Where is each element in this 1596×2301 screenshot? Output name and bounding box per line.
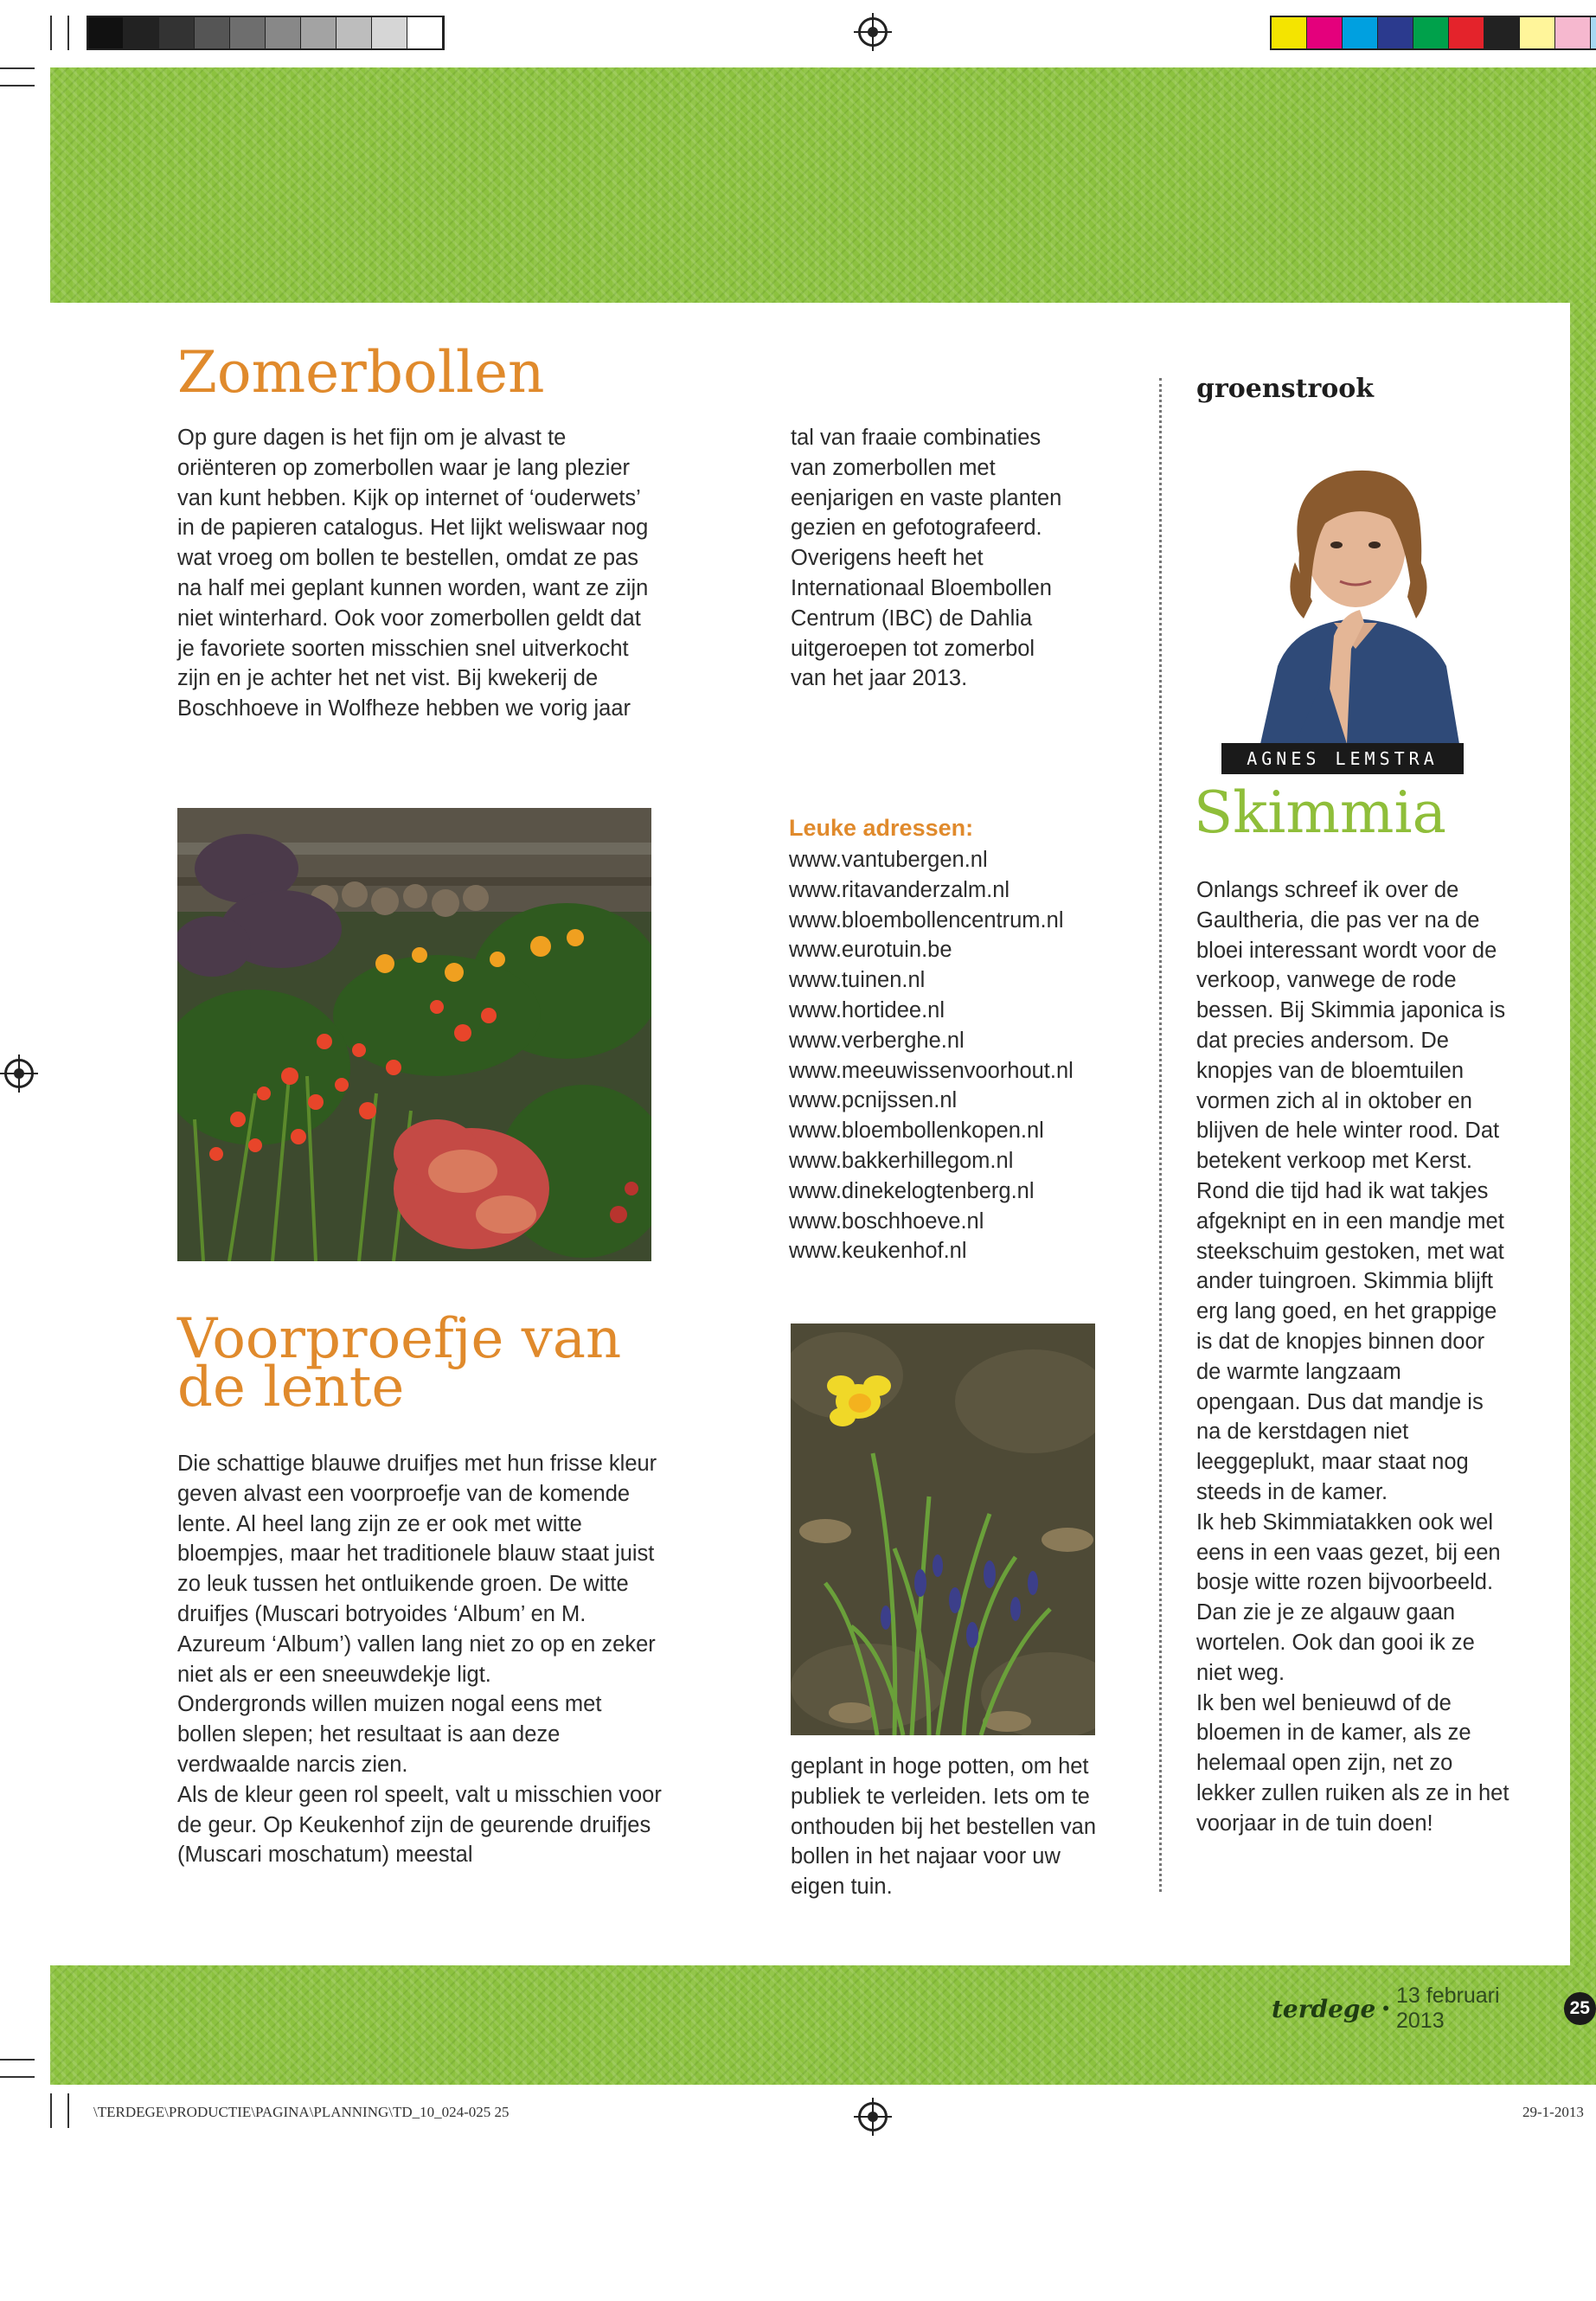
color-swatch bbox=[301, 17, 337, 48]
slug-path: \TERDEGE\PRODUCTIE\PAGINA\PLANNING\TD_10_024-025 25 bbox=[93, 2104, 510, 2120]
crop-mark bbox=[0, 2059, 35, 2061]
address-link[interactable]: www.bloembollenkopen.nl bbox=[789, 1118, 1044, 1144]
address-link[interactable]: www.dinekelogtenberg.nl bbox=[789, 1178, 1035, 1203]
address-link[interactable]: www.meeuwissenvoorhout.nl bbox=[789, 1058, 1074, 1083]
crop-mark bbox=[0, 67, 35, 69]
crop-mark bbox=[0, 85, 35, 87]
address-link[interactable]: www.pcnijssen.nl bbox=[789, 1088, 958, 1113]
slug-date: 29-1-2013 bbox=[1522, 2104, 1584, 2120]
article-title-voorproefje bbox=[177, 1307, 662, 1420]
color-swatch bbox=[266, 17, 301, 48]
crop-mark bbox=[67, 2093, 69, 2128]
address-link[interactable]: www.vantubergen.nl bbox=[789, 848, 988, 872]
author-portrait-image bbox=[1243, 450, 1475, 744]
footer-separator: • bbox=[1382, 1997, 1389, 2019]
photo-narcissus-muscari bbox=[791, 1324, 1095, 1735]
issue-date: 13 februari 2013 bbox=[1396, 1984, 1500, 2033]
color-swatch bbox=[1449, 17, 1484, 48]
article-body-voorproefje-col1: Die schattige blauwe druifjes met hun frisse kleur geven alvast een voorproefje van de komende lente. Al heel lang zijn ze er ook met witte bloempjes, maar het traditionele blauw staat juist zo leuk tussen het ontluikende groen. De witte druifjes (Muscari botryoides ‘Album’ en M. Azureum ‘Album’) vallen lang niet zo op en zeker niet als er een sneeuwdekje ligt. Ondergronds willen muizen nogal eens met bollen slepen; het resultaat is aan deze verdwaalde narcis zien. Als de kleur geen rol speelt, valt u misschien voor de geur. Op Keukenhof zijn de geurende druifjes (Muscari moschatum) meestal bbox=[177, 1452, 662, 1868]
address-link[interactable]: www.bloembollencentrum.nl bbox=[789, 907, 1064, 933]
crop-mark bbox=[50, 16, 52, 50]
address-link[interactable]: www.verberghe.nl bbox=[789, 1028, 965, 1053]
registration-mark-icon bbox=[858, 17, 888, 47]
magazine-logo: terdege bbox=[1272, 1994, 1376, 2023]
gray-color-bar bbox=[87, 16, 445, 50]
address-link[interactable]: www.bakkerhillegom.nl bbox=[789, 1148, 1014, 1173]
color-swatch bbox=[88, 17, 124, 48]
author-name-tag: AGNES LEMSTRA bbox=[1221, 743, 1464, 774]
column-body: Onlangs schreef ik over de Gaultheria, die pas ver na de bloei interessant wordt voor de verkoop, vanwege de rode bessen. Bij Skimmia japonica is dat precies andersom. De knopjes van de bloemtuilen vormen zich al in oktober en blijven de hele winter rood. Dat betekent verkoop met Kerst. Rond die tijd had ik wat takjes afgeknipt en in een mandje met steekschuim gestoken, met wat ander tuingroen. Skimmia blijft erg lang goed, en het grappige is dat de knopjes binnen door de warmte langzaam opengaan. Dus dat mandje is na de kerstdagen niet leeggeplukt, maar staat nog steeds in de kamer. Ik heb Skimmiatakken ook wel eens in een vaas gezet, bij een bosje witte rozen bijvoorbeeld. Dan zie je ze algauw gaan wortelen. Ook dan gooi ik ze niet weg. Ik ben wel benieuwd of de bloemen in de kamer, als ze helemaal open zijn, net zo lekker zullen ruiken als ze in het voorjaar in de tuin doen! bbox=[1196, 878, 1509, 1836]
address-list bbox=[789, 845, 1135, 1266]
color-swatch bbox=[1272, 17, 1307, 48]
registration-mark-icon bbox=[858, 2102, 888, 2131]
crop-mark bbox=[0, 2076, 35, 2078]
color-swatch bbox=[1484, 17, 1520, 48]
grass-band-right bbox=[1570, 303, 1596, 1965]
address-link[interactable]: www.boschhoeve.nl bbox=[789, 1208, 984, 1234]
color-swatch bbox=[1307, 17, 1343, 48]
cmyk-color-bar bbox=[1270, 16, 1596, 50]
color-swatch bbox=[372, 17, 407, 48]
registration-mark-icon bbox=[4, 1059, 34, 1088]
addresses-heading: Leuke adressen: bbox=[789, 815, 974, 841]
photo-summer-border bbox=[177, 808, 651, 1261]
color-swatch bbox=[1520, 17, 1555, 48]
color-swatch bbox=[407, 17, 443, 48]
color-swatch bbox=[1555, 17, 1591, 48]
color-swatch bbox=[337, 17, 372, 48]
color-swatch bbox=[159, 17, 195, 48]
address-link[interactable]: www.eurotuin.be bbox=[789, 938, 952, 963]
color-swatch bbox=[124, 17, 159, 48]
crop-mark bbox=[50, 2093, 52, 2128]
address-link[interactable]: www.keukenhof.nl bbox=[789, 1239, 967, 1264]
column-rubric: groenstrook bbox=[1196, 374, 1375, 404]
article-body-zomerbollen-col2: tal van fraaie combinaties van zomerbollen met eenjarigen en vaste planten gezien en gefotografeerd. Overigens heeft het Internationaal Bloembollen Centrum (IBC) de Dahlia uitgeroepen tot zomerbol van het jaar 2013. bbox=[791, 426, 1062, 691]
color-swatch bbox=[1343, 17, 1378, 48]
page-footer bbox=[1272, 1984, 1596, 2033]
color-swatch bbox=[230, 17, 266, 48]
narcissus-image bbox=[791, 1324, 1095, 1735]
article-body-voorproefje-col2: geplant in hoge potten, om het publiek te verleiden. Iets om te onthouden bij het bestellen van bollen in het najaar voor uw eigen tuin. bbox=[791, 1754, 1097, 1900]
address-link[interactable]: www.hortidee.nl bbox=[789, 997, 945, 1022]
article-title-zomerbollen: Zomerbollen bbox=[177, 339, 545, 406]
color-swatch bbox=[1591, 17, 1596, 48]
grass-band-top bbox=[50, 67, 1596, 303]
color-swatch bbox=[1378, 17, 1413, 48]
article-title-line: Voorproefje van bbox=[177, 1307, 622, 1371]
column-title: Skimmia bbox=[1194, 779, 1446, 846]
column-divider bbox=[1159, 378, 1162, 1892]
article-title-line: de lente bbox=[177, 1356, 405, 1420]
summer-border-image bbox=[177, 808, 651, 1261]
author-portrait bbox=[1243, 450, 1475, 744]
color-swatch bbox=[195, 17, 230, 48]
address-link[interactable]: www.tuinen.nl bbox=[789, 968, 926, 993]
address-link[interactable]: www.ritavanderzalm.nl bbox=[789, 877, 1010, 902]
crop-mark bbox=[67, 16, 69, 50]
article-body-zomerbollen-col1: Op gure dagen is het fijn om je alvast te oriënteren op zomerbollen waar je lang plezier van kunt hebben. Kijk op internet of ‘ouderwets’ in de papieren catalogus. Het lijkt weliswaar nog wat vroeg om bollen te bestellen, omdat ze pas na half mei geplant kunnen worden, want ze zijn niet winterhard. Ook voor zomerbollen geldt dat je favoriete soorten misschien snel uitverkocht zijn en je achter het net vist. Bij kwekerij de Boschhoeve in Wolfheze hebben we vorig jaar bbox=[177, 426, 649, 721]
page-number-badge: 25 bbox=[1564, 1992, 1596, 2025]
color-swatch bbox=[1413, 17, 1449, 48]
